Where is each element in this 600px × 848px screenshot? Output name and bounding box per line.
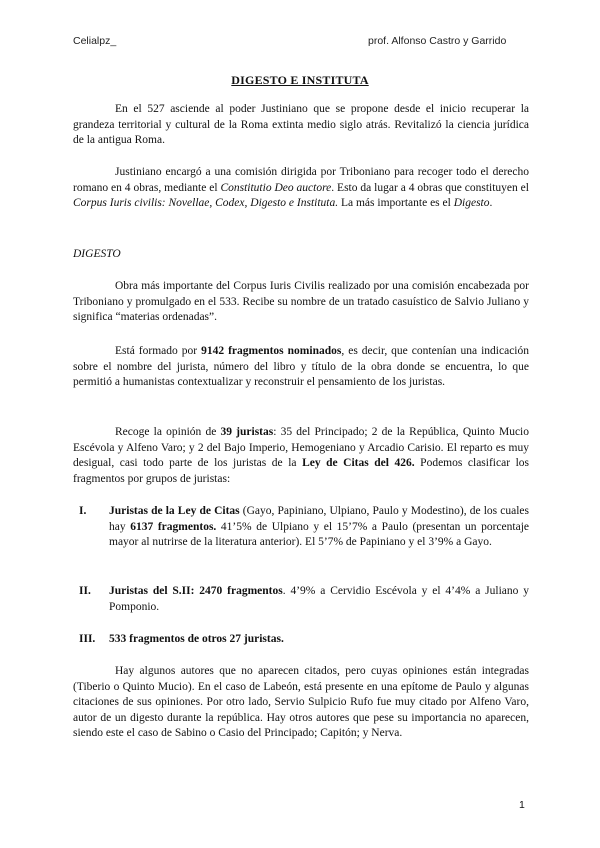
- intro-p2-a: Justiniano encargó a una comisión dirigida por Triboniano para recoger todo el derecho romano en 4 obras, mediante el: [73, 166, 529, 194]
- intro-p2-corpus: Corpus Iuris civilis: Novellae, Codex, Digesto e Instituta.: [73, 197, 339, 210]
- intro-p2-digesto: Digesto: [453, 197, 490, 210]
- header-professor: prof. Alfonso Castro y Garrido: [368, 35, 507, 47]
- intro-paragraph-2: [73, 165, 529, 212]
- digesto-p2-a: Está formado por: [115, 345, 202, 357]
- list-item-1-ley: Ley de Citas: [177, 505, 240, 517]
- list-item-3-number: III.: [79, 633, 96, 645]
- list-item-2-number: II.: [79, 585, 91, 597]
- list-item-2-b: . 4’9% a Cervidio Escévola y el 4’4% a Juliano y Pomponio.: [109, 585, 529, 613]
- list-item-1-number: I.: [79, 505, 87, 517]
- digesto-p2-c: , es decir, que contenían una indicación sobre el nombre del jurista, número del libro y título de la obra donde se encuentra, lo que permitió a humanistas contextualizar y reconstruir el pensamiento de los juristas.: [73, 345, 529, 389]
- digesto-p3-ley: Ley de Citas del 426.: [302, 457, 415, 470]
- document-title: DIGESTO E INSTITUTA: [231, 73, 369, 87]
- digesto-p1-text: Obra más importante del Corpus Iuris Civilis realizado por una comisión encabezada por Triboniano y promulgado en el 533. Recibe su nombre de un tratado casuístico de Salvio Juliano y significa “materias ordenadas”.: [73, 280, 529, 324]
- digesto-paragraph-4: [73, 664, 529, 742]
- digesto-p2-fragmentos: 9142 fragmentos nominados: [201, 345, 342, 357]
- digesto-p3-juristas: 39 juristas: [220, 426, 274, 438]
- intro-p2-constitutio: Constitutio Deo auctore: [220, 181, 332, 194]
- list-item-1: [73, 504, 529, 551]
- digesto-p3-e: Podemos clasificar los fragmentos por grupos de juristas:: [73, 457, 529, 485]
- intro-p1-text: En el 527 asciende al poder Justiniano que se propone desde el inicio recuperar la grandeza territorial y cultural de la Roma extinta medio siglo atrás. Revitalizó la ciencia jurídica de la antigua Roma.: [73, 103, 529, 147]
- list-item-3-a: 533 fragmentos de otros 27 juristas.: [109, 633, 284, 645]
- list-item-2: [73, 584, 529, 615]
- header-author: Celialpz_: [73, 35, 117, 47]
- intro-p2-g: .: [489, 197, 493, 210]
- digesto-paragraph-2: [73, 344, 529, 391]
- digesto-paragraph-3: [73, 425, 529, 487]
- list-item-1-fragmentos: 6137 fragmentos.: [130, 520, 217, 533]
- intro-p2-e: La más importante es el: [338, 197, 454, 210]
- list-item-1-a: Juristas de la: [109, 505, 178, 517]
- intro-p2-c: . Esto da lugar a 4 obras que constituyen el: [331, 181, 529, 194]
- list-item-1-c: (Gayo, Papiniano, Ulpiano, Paulo y Modestino), de los cuales hay: [109, 505, 529, 533]
- section-heading-digesto: DIGESTO: [73, 248, 121, 260]
- digesto-p4-text: Hay algunos autores que no aparecen citados, pero cuyas opiniones están integradas (Tiberio o Quinto Mucio). En el caso de Labeón, está presente en una epítome de Paulo y algunas citaciones de sus opiniones. Por otro lado, Servio Sulpicio Rufo fue muy citado por Alfeno Varo, autor de un digesto durante la república. Hay otros autores que pese su importancia no aparecen, siendo este el caso de Sabino o Casio del Principado; Capitón; y Nerva.: [73, 665, 529, 740]
- digesto-paragraph-1: [73, 279, 529, 326]
- digesto-p3-c: : 35 del Principado; 2 de la República, Quinto Mucio Escévola y Alfeno Varo; y 2 del Bajo Imperio, Hemogeniano y Arcadio Carisio. El reparto es muy desigual, casi todo parte de los juristas de la: [73, 426, 530, 470]
- list-item-3: [73, 632, 529, 648]
- list-item-1-e: 41’5% de Ulpiano y el 15’7% a Paulo (presentan un porcentaje mayor al nutrirse de la literatura anterior). El 5’7% de Papiniano y el 3’9% a Gayo.: [109, 520, 529, 549]
- page-number: 1: [519, 799, 525, 811]
- intro-paragraph-1: [73, 102, 529, 149]
- digesto-p3-a: Recoge la opinión de: [115, 426, 221, 438]
- list-item-2-a: Juristas del S.II: 2470 fragmentos: [109, 585, 283, 597]
